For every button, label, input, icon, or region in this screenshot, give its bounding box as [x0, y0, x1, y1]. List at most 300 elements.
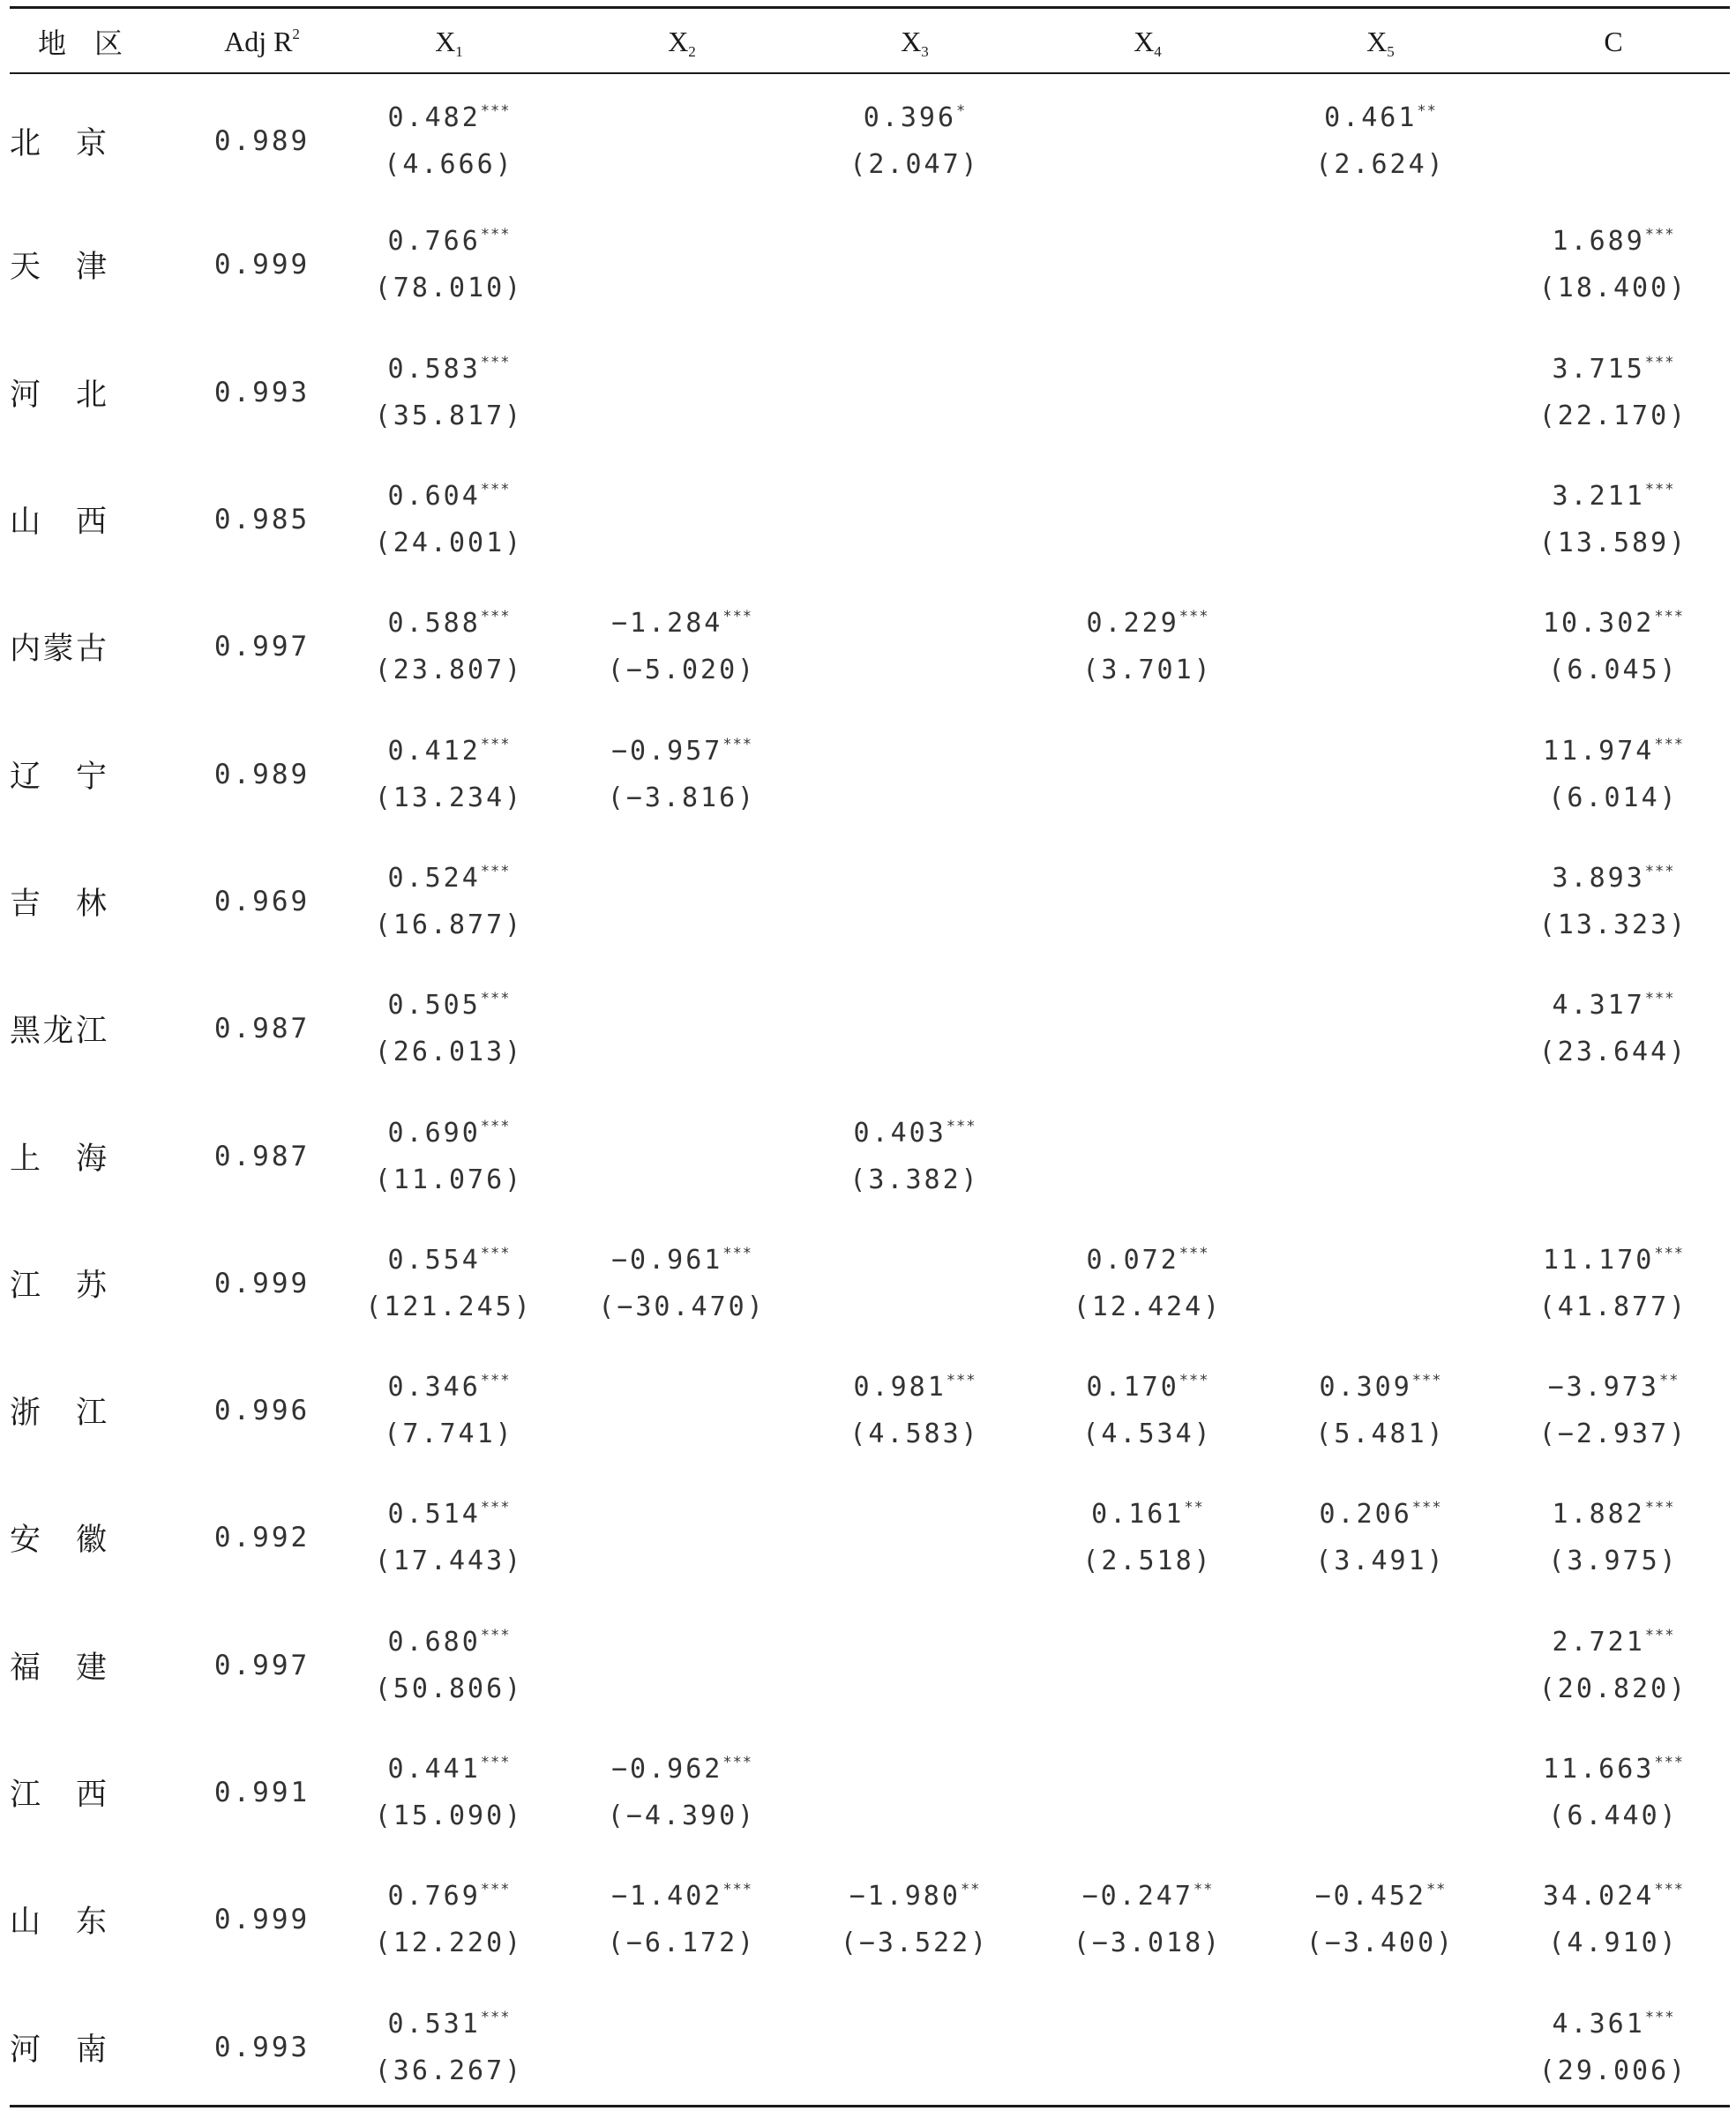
significance-stars: * — [956, 102, 967, 121]
significance-stars: *** — [480, 2008, 511, 2026]
region-cell — [10, 965, 191, 1092]
coef-cell-x2 — [565, 329, 798, 456]
coefficient — [333, 2001, 565, 2047]
t-statistic: (−3.400) — [1306, 1928, 1455, 1959]
coef-cell-x5 — [1264, 710, 1497, 837]
coefficient-value: 0.604 — [387, 481, 481, 513]
coefficient — [1497, 1746, 1730, 1793]
coef-cell-x1 — [333, 329, 565, 456]
coefficient-value: 3.715 — [1552, 353, 1645, 385]
significance-stars: *** — [1644, 862, 1675, 880]
coefficient-value: 1.882 — [1552, 1499, 1645, 1531]
t-statistic: (−3.522) — [840, 1928, 990, 1959]
coef-cell-x5 — [1264, 74, 1497, 201]
significance-stars: *** — [1644, 990, 1675, 1008]
coef-cell-x1 — [333, 1474, 565, 1601]
region-cell — [10, 74, 191, 201]
significance-stars: *** — [480, 226, 511, 244]
region-name: 山东 — [10, 1905, 107, 1941]
significance-stars: *** — [1654, 1244, 1685, 1262]
coef-cell-x3 — [798, 1729, 1031, 1856]
coef-cell-c — [1497, 1220, 1730, 1347]
coef-cell-x2 — [565, 1729, 798, 1856]
coefficient — [1031, 1491, 1264, 1538]
coef-cell-x1 — [333, 456, 565, 583]
coefficient-value: 0.680 — [387, 1626, 481, 1658]
coefficient — [1031, 1364, 1264, 1411]
significance-stars: *** — [1179, 1244, 1209, 1262]
header-row — [10, 9, 1730, 74]
adj-r2-value: 0.996 — [213, 1395, 311, 1427]
coefficient — [1031, 1873, 1264, 1920]
significance-stars: ** — [1193, 1881, 1214, 1899]
coefficient-value: 2.721 — [1552, 1626, 1645, 1658]
significance-stars: *** — [480, 102, 511, 121]
adj-r2-value: 0.993 — [213, 376, 311, 408]
header-x5 — [1264, 9, 1497, 74]
table-row — [10, 74, 1730, 201]
coefficient-value: 11.663 — [1542, 1754, 1655, 1785]
region-name: 内蒙古 — [10, 632, 107, 668]
coefficient — [333, 1619, 565, 1666]
region-cell — [10, 1856, 191, 1983]
coefficient — [1264, 1491, 1497, 1538]
coefficient — [1497, 600, 1730, 647]
coef-cell-x1 — [333, 1983, 565, 2110]
coef-cell-c — [1497, 583, 1730, 710]
coef-cell-x2 — [565, 201, 798, 328]
table-row — [10, 1220, 1730, 1347]
significance-stars: *** — [480, 1372, 511, 1390]
t-statistic: (16.877) — [374, 909, 524, 940]
coefficient-value: 11.170 — [1542, 1244, 1655, 1276]
coef-cell-c — [1497, 74, 1730, 201]
adj-r2-value: 0.997 — [213, 1649, 311, 1681]
t-statistic: (−30.470) — [598, 1291, 766, 1322]
coef-cell-c — [1497, 1983, 1730, 2110]
coef-cell-c — [1497, 710, 1730, 837]
coef-cell-x5 — [1264, 1729, 1497, 1856]
region-cell — [10, 710, 191, 837]
t-statistic: (3.975) — [1548, 1546, 1679, 1577]
coef-cell-x2 — [565, 1856, 798, 1983]
significance-stars: ** — [1658, 1372, 1680, 1390]
coef-cell-x3 — [798, 1474, 1031, 1601]
significance-stars: *** — [1654, 608, 1685, 626]
coefficient-value: 0.441 — [387, 1754, 481, 1785]
coef-cell-c — [1497, 201, 1730, 328]
t-statistic: (18.400) — [1538, 273, 1688, 304]
header-x3-sub: 3 — [921, 42, 929, 60]
coef-cell-x4 — [1031, 710, 1264, 837]
header-adj-r2-label: Adj R — [224, 25, 293, 57]
coef-cell-x2 — [565, 1347, 798, 1474]
coef-cell-c — [1497, 1602, 1730, 1729]
coef-cell-x3 — [798, 1092, 1031, 1219]
coefficient-value: 0.346 — [387, 1372, 481, 1404]
coefficient — [1497, 1237, 1730, 1284]
table-row — [10, 456, 1730, 583]
significance-stars: *** — [1654, 1754, 1685, 1771]
t-statistic: (23.644) — [1538, 1037, 1688, 1068]
coefficient-value: −1.980 — [849, 1881, 961, 1913]
region-cell — [10, 838, 191, 965]
coefficient — [333, 218, 565, 265]
coef-cell-x3 — [798, 74, 1031, 201]
t-statistic: (22.170) — [1538, 400, 1688, 431]
coefficient — [333, 473, 565, 520]
coef-cell-x3 — [798, 456, 1031, 583]
region-cell — [10, 583, 191, 710]
region-name: 山西 — [10, 505, 107, 541]
coef-cell-x1 — [333, 1347, 565, 1474]
coefficient-value: 0.766 — [387, 226, 481, 258]
t-statistic: (78.010) — [374, 273, 524, 304]
significance-stars: *** — [480, 608, 511, 626]
coefficient-value: 3.211 — [1552, 481, 1645, 513]
significance-stars: *** — [1654, 1881, 1685, 1899]
region-cell — [10, 329, 191, 456]
coef-cell-c — [1497, 456, 1730, 583]
coefficient — [798, 1873, 1031, 1920]
coefficient-value: −1.284 — [610, 608, 723, 640]
significance-stars: ** — [1184, 1499, 1204, 1517]
region-name: 江西 — [10, 1778, 107, 1813]
coefficient-value: −0.957 — [610, 735, 723, 767]
coef-cell-c — [1497, 1856, 1730, 1983]
t-statistic: (36.267) — [374, 2055, 524, 2086]
coefficient-value: 0.072 — [1086, 1244, 1179, 1276]
coefficient-value: 1.689 — [1552, 226, 1645, 258]
coefficient-value: 10.302 — [1542, 608, 1655, 640]
coef-cell-x5 — [1264, 1856, 1497, 1983]
coefficient-value: 0.524 — [387, 862, 481, 894]
coef-cell-x3 — [798, 1856, 1031, 1983]
coef-cell-x4 — [1031, 1856, 1264, 1983]
coefficient-value: 34.024 — [1542, 1881, 1655, 1913]
significance-stars: *** — [1644, 353, 1675, 371]
significance-stars: *** — [1179, 1372, 1209, 1390]
t-statistic: (6.045) — [1548, 655, 1679, 686]
t-statistic: (13.589) — [1538, 528, 1688, 559]
region-name: 上海 — [10, 1141, 107, 1177]
coefficient — [565, 600, 798, 647]
t-statistic: (3.382) — [849, 1164, 980, 1195]
coef-cell-x3 — [798, 710, 1031, 837]
coefficient — [1497, 218, 1730, 265]
table-row — [10, 838, 1730, 965]
coefficient-value: 0.482 — [387, 102, 481, 134]
adj-r2-value: 0.985 — [213, 504, 311, 536]
coefficient — [1497, 473, 1730, 520]
t-statistic: (3.701) — [1082, 655, 1213, 686]
header-x2-label: X — [668, 25, 689, 57]
coef-cell-x3 — [798, 838, 1031, 965]
coefficient — [1264, 1873, 1497, 1920]
coef-cell-x5 — [1264, 201, 1497, 328]
significance-stars: *** — [480, 1117, 511, 1135]
significance-stars: *** — [946, 1372, 976, 1390]
coefficient-value: 4.361 — [1552, 2008, 1645, 2040]
significance-stars: *** — [480, 990, 511, 1008]
header-adj-r2-sup: 2 — [292, 25, 300, 42]
coefficient — [333, 1237, 565, 1284]
coefficient-value: 0.229 — [1086, 608, 1179, 640]
coef-cell-c — [1497, 1347, 1730, 1474]
coefficient-value: 0.403 — [853, 1117, 947, 1149]
significance-stars: *** — [946, 1117, 976, 1135]
adj-r2-value: 0.999 — [213, 1904, 311, 1936]
coef-cell-x3 — [798, 329, 1031, 456]
adj-r2-value: 0.987 — [213, 1140, 311, 1172]
t-statistic: (12.220) — [374, 1928, 524, 1959]
coefficient — [1497, 1619, 1730, 1666]
region-name: 浙江 — [10, 1396, 107, 1432]
region-name: 河北 — [10, 377, 107, 413]
header-x5-label: X — [1366, 25, 1388, 57]
coefficient — [565, 1873, 798, 1920]
coef-cell-c — [1497, 1729, 1730, 1856]
coef-cell-x3 — [798, 1983, 1031, 2110]
significance-stars: *** — [480, 353, 511, 371]
coef-cell-x5 — [1264, 1474, 1497, 1601]
coef-cell-x2 — [565, 583, 798, 710]
coef-cell-x1 — [333, 838, 565, 965]
header-adj-r2 — [191, 9, 333, 74]
coef-cell-x5 — [1264, 456, 1497, 583]
significance-stars: *** — [1644, 226, 1675, 244]
coefficient — [1264, 94, 1497, 141]
table-row — [10, 965, 1730, 1092]
t-statistic: (5.481) — [1315, 1419, 1446, 1450]
coef-cell-x2 — [565, 838, 798, 965]
header-x2-sub: 2 — [688, 42, 696, 60]
t-statistic: (6.440) — [1548, 1800, 1679, 1831]
header-x3-label: X — [901, 25, 922, 57]
region-cell — [10, 1729, 191, 1856]
coef-cell-x1 — [333, 583, 565, 710]
adj-r2-value: 0.999 — [213, 1267, 311, 1299]
t-statistic: (3.491) — [1315, 1546, 1446, 1577]
table-row — [10, 1983, 1730, 2110]
t-statistic: (26.013) — [374, 1037, 524, 1068]
coefficient — [565, 728, 798, 775]
region-cell — [10, 1474, 191, 1601]
t-statistic: (7.741) — [384, 1419, 514, 1450]
region-cell — [10, 201, 191, 328]
t-statistic: (−6.172) — [607, 1928, 757, 1959]
adj-r2-value: 0.989 — [213, 125, 311, 158]
region-cell — [10, 1983, 191, 2110]
significance-stars: *** — [480, 1244, 511, 1262]
t-statistic: (−5.020) — [607, 655, 757, 686]
t-statistic: (23.807) — [374, 655, 524, 686]
coefficient-value: 0.309 — [1319, 1372, 1412, 1404]
t-statistic: (2.047) — [849, 149, 980, 181]
coef-cell-x1 — [333, 1602, 565, 1729]
significance-stars: *** — [480, 1754, 511, 1771]
t-statistic: (17.443) — [374, 1546, 524, 1577]
coefficient — [798, 94, 1031, 141]
table-row — [10, 1856, 1730, 1983]
region-cell — [10, 1347, 191, 1474]
coefficient-value: 0.396 — [863, 102, 957, 134]
header-x5-sub: 5 — [1387, 42, 1395, 60]
coefficient-value: 0.514 — [387, 1499, 481, 1531]
coef-cell-x3 — [798, 965, 1031, 1092]
coefficient-value: 0.505 — [387, 990, 481, 1022]
coefficient — [1031, 600, 1264, 647]
coefficient — [1497, 1364, 1730, 1411]
significance-stars: ** — [1417, 102, 1437, 121]
significance-stars: *** — [480, 1626, 511, 1644]
table-row — [10, 1092, 1730, 1219]
adj-r2-value: 0.997 — [213, 631, 311, 663]
header-x4-label: X — [1134, 25, 1155, 57]
coef-cell-x1 — [333, 201, 565, 328]
coefficient — [1497, 982, 1730, 1029]
coefficient — [1031, 1237, 1264, 1284]
header-x1 — [333, 9, 565, 74]
coef-cell-x4 — [1031, 583, 1264, 710]
region-name: 北京 — [10, 126, 107, 162]
coefficient-value: 0.461 — [1324, 102, 1418, 134]
coefficient — [1497, 1873, 1730, 1920]
coef-cell-x3 — [798, 1602, 1031, 1729]
coef-cell-x1 — [333, 710, 565, 837]
t-statistic: (4.583) — [849, 1419, 980, 1450]
region-cell — [10, 1092, 191, 1219]
coef-cell-x2 — [565, 1983, 798, 2110]
adj-r2-value: 0.999 — [213, 249, 311, 281]
coefficient — [565, 1746, 798, 1793]
coefficient-value: 0.769 — [387, 1881, 481, 1913]
coef-cell-x2 — [565, 710, 798, 837]
coefficient-value: −1.402 — [610, 1881, 723, 1913]
coef-cell-x1 — [333, 1220, 565, 1347]
adj-r2-value: 0.992 — [213, 1522, 311, 1554]
region-cell — [10, 1602, 191, 1729]
coef-cell-x1 — [333, 1729, 565, 1856]
coefficient-value: 0.206 — [1319, 1499, 1412, 1531]
coef-cell-x5 — [1264, 1220, 1497, 1347]
coef-cell-x4 — [1031, 201, 1264, 328]
header-x2 — [565, 9, 798, 74]
coefficient-value: −0.961 — [610, 1244, 723, 1276]
coefficient-value: 0.554 — [387, 1244, 481, 1276]
t-statistic: (6.014) — [1548, 782, 1679, 813]
table-row — [10, 1474, 1730, 1601]
coef-cell-x5 — [1264, 1983, 1497, 2110]
coefficient — [333, 982, 565, 1029]
t-statistic: (−3.018) — [1073, 1928, 1223, 1959]
adj-r2-value: 0.993 — [213, 2031, 311, 2063]
header-x3 — [798, 9, 1031, 74]
significance-stars: *** — [722, 1754, 753, 1771]
coef-cell-x1 — [333, 1856, 565, 1983]
coefficient — [333, 1746, 565, 1793]
coefficient-value: −0.962 — [610, 1754, 723, 1785]
coef-cell-x4 — [1031, 456, 1264, 583]
coef-cell-c — [1497, 1474, 1730, 1601]
significance-stars: *** — [1654, 735, 1685, 753]
coefficient-value: 11.974 — [1542, 735, 1655, 767]
coefficient — [333, 1491, 565, 1538]
coef-cell-x5 — [1264, 1602, 1497, 1729]
coef-cell-x5 — [1264, 838, 1497, 965]
significance-stars: ** — [960, 1881, 981, 1899]
coefficient — [1497, 346, 1730, 393]
coefficient — [333, 1110, 565, 1157]
t-statistic: (2.518) — [1082, 1546, 1213, 1577]
coef-cell-x2 — [565, 1220, 798, 1347]
table-row — [10, 1602, 1730, 1729]
coefficient-value: 0.170 — [1086, 1372, 1179, 1404]
t-statistic: (35.817) — [374, 400, 524, 431]
significance-stars: *** — [1644, 1626, 1675, 1644]
coef-cell-x5 — [1264, 965, 1497, 1092]
significance-stars: *** — [1644, 2008, 1675, 2026]
significance-stars: ** — [1425, 1881, 1447, 1899]
coef-cell-x2 — [565, 965, 798, 1092]
coef-cell-x3 — [798, 201, 1031, 328]
significance-stars: *** — [1411, 1372, 1442, 1390]
coef-cell-x1 — [333, 965, 565, 1092]
header-region: 地 区 — [38, 26, 123, 60]
coef-cell-x5 — [1264, 1092, 1497, 1219]
coefficient — [1497, 855, 1730, 902]
coef-cell-c — [1497, 965, 1730, 1092]
t-statistic: (12.424) — [1073, 1291, 1223, 1322]
coefficient-value: 0.690 — [387, 1117, 481, 1149]
significance-stars: *** — [1179, 608, 1209, 626]
coefficient — [333, 94, 565, 141]
t-statistic: (13.234) — [374, 782, 524, 813]
coefficient-value: 3.893 — [1552, 862, 1645, 894]
coefficient — [798, 1364, 1031, 1411]
coefficient — [333, 728, 565, 775]
t-statistic: (2.624) — [1315, 149, 1446, 181]
t-statistic: (41.877) — [1538, 1291, 1688, 1322]
adj-r2-value: 0.991 — [213, 1777, 311, 1808]
coef-cell-x2 — [565, 74, 798, 201]
coefficient-value: 0.583 — [387, 353, 481, 385]
coef-cell-x2 — [565, 1602, 798, 1729]
t-statistic: (−3.816) — [607, 782, 757, 813]
table-row — [10, 201, 1730, 328]
significance-stars: *** — [1411, 1499, 1442, 1517]
coef-cell-x5 — [1264, 583, 1497, 710]
coef-cell-x4 — [1031, 1602, 1264, 1729]
coef-cell-x4 — [1031, 1729, 1264, 1856]
coefficient-value: 4.317 — [1552, 990, 1645, 1022]
coef-cell-x4 — [1031, 1474, 1264, 1601]
coef-cell-x4 — [1031, 1092, 1264, 1219]
significance-stars: *** — [722, 1881, 753, 1899]
table-row — [10, 1347, 1730, 1474]
header-c: C — [1604, 25, 1623, 57]
t-statistic: (121.245) — [365, 1291, 533, 1322]
t-statistic: (20.820) — [1538, 1673, 1688, 1704]
coefficient — [333, 346, 565, 393]
coef-cell-x2 — [565, 1092, 798, 1219]
header-x1-label: X — [435, 25, 456, 57]
coefficient — [333, 600, 565, 647]
significance-stars: *** — [722, 608, 753, 626]
coef-cell-x4 — [1031, 74, 1264, 201]
coef-cell-x2 — [565, 456, 798, 583]
region-cell — [10, 1220, 191, 1347]
